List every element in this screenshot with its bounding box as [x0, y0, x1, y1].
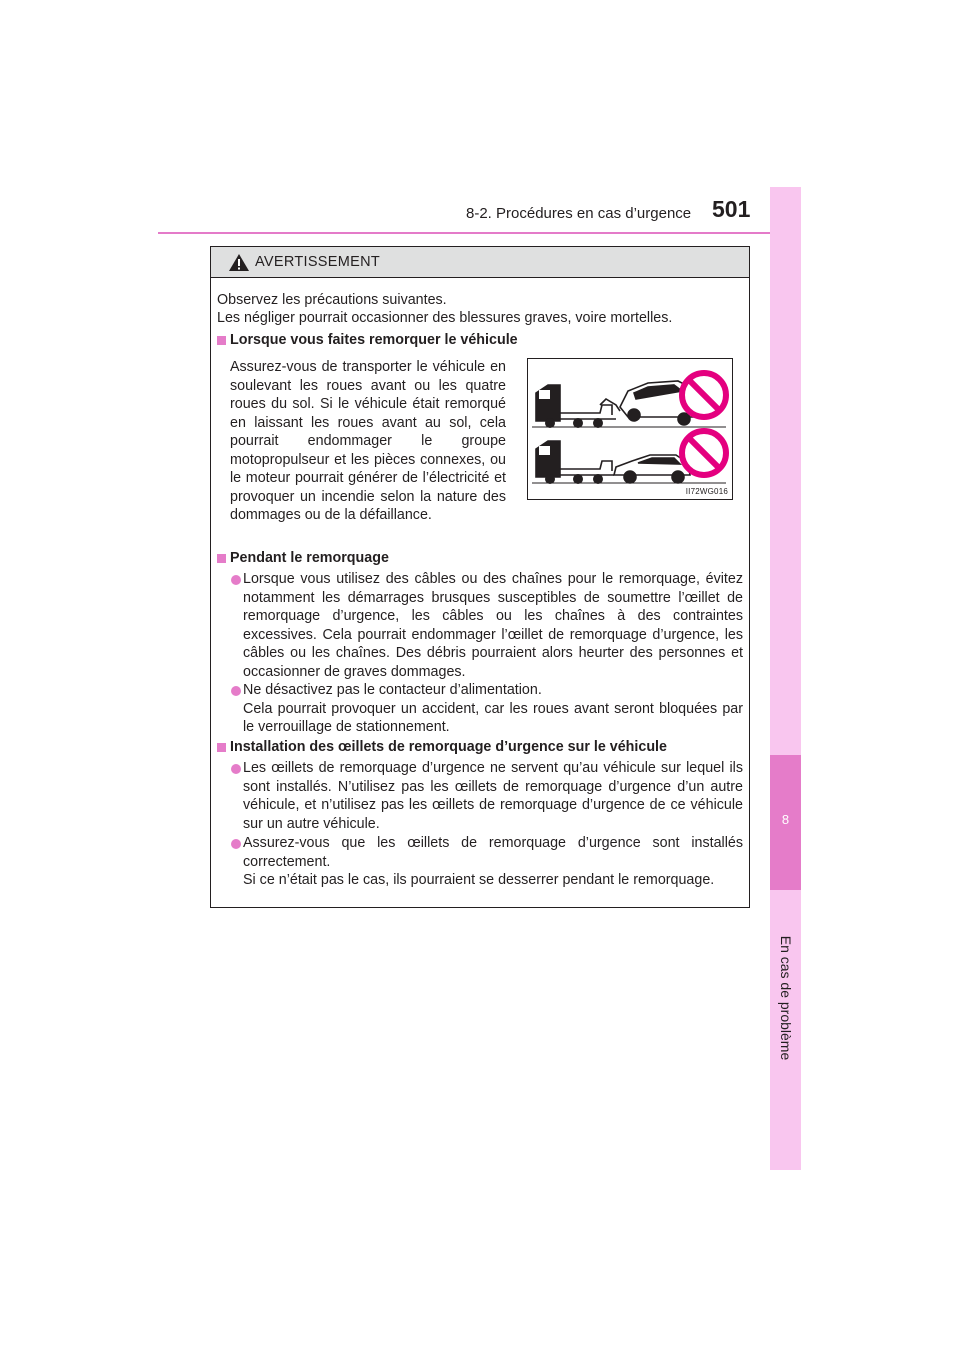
bullet-dot: [231, 575, 241, 585]
figure-code: II72WG016: [685, 487, 728, 496]
running-header-section: 8-2. Procédures en cas d’urgence: [466, 205, 692, 222]
section-marker: [217, 743, 226, 752]
chapter-label: En cas de problème: [777, 935, 794, 1060]
chapter-number: 8: [781, 812, 790, 827]
section-marker: [217, 554, 226, 563]
section-heading-during-towing: Pendant le remorquage: [230, 550, 389, 566]
bullet-cables-chains: Lorsque vous utilisez des câbles ou des chaînes pour le remorquage, évitez notamment les démarrages brusques susceptibles de soumettre l’œillet de remorquage d’urgence, les câbles ou les chaînes à des contraintes excessives. Cela pourrait endommager l’œillet de remorquage d’urgence, les câbles ou les chaînes. Des débris pourraient alors heurter des personnes et occasionner de graves dommages.: [243, 571, 743, 680]
prohibited-icon: [682, 431, 726, 475]
warning-title: AVERTISSEMENT: [255, 254, 381, 270]
bullet-dot: [231, 686, 241, 696]
bullet-eyelets-installed: Assurez-vous que les œillets de remorquage d’urgence sont installés correctement. Si ce n’était pas le cas, ils pourraient se desserrer pendant le remorquage.: [243, 835, 743, 888]
prohibited-icon: [682, 373, 726, 417]
page-number: 501: [712, 196, 751, 222]
section-marker: [217, 336, 226, 345]
warning-triangle-icon: [228, 253, 250, 272]
section-body-towing: Assurez-vous de transporter le véhicule en soulevant les roues avant ou les quatre roues du sol. Si le véhicule était remorqué en laissant les roues avant au sol, cela pourrait endommager le groupe motopropulseur et les pièces connexes, ou le moteur pourrait générer de l’électricité et provoquer un incendie selon la nature des dommages ou de la défaillance.: [230, 359, 506, 523]
warning-intro-line-1: Observez les précautions suivantes.: [217, 292, 447, 308]
towing-illustration-drawing: [528, 359, 732, 499]
towed-car-bottom: [614, 455, 690, 483]
section-heading-towing: Lorsque vous faites remorquer le véhicule: [230, 332, 518, 348]
section-heading-eyelets: Installation des œillets de remorquage d’urgence sur le véhicule: [230, 739, 667, 755]
bullet-eyelets-own-vehicle: Les œillets de remorquage d’urgence ne servent qu’au véhicule sur lequel ils sont installés. N’utilisez pas les œillets de remorquage d’urgence d’un autre véhicule, et n’utilisez pas les œillets de remorquage d’urgence de ce véhicule sur un autre véhicule.: [243, 760, 743, 832]
towing-illustration: [527, 358, 733, 500]
warning-intro-line-2: Les négliger pourrait occasionner des blessures graves, voire mortelles.: [217, 310, 673, 326]
bullet-dot: [231, 764, 241, 774]
warning-header: [211, 247, 749, 278]
bullet-power-switch: Ne désactivez pas le contacteur d’alimentation. Cela pourrait provoquer un accident, car les roues avant seront bloquées par le verrouillage de stationnement.: [243, 682, 743, 735]
tow-truck-top: [536, 385, 620, 421]
tow-truck-bottom: [536, 441, 614, 477]
bullet-dot: [231, 839, 241, 849]
chapter-label-wrap: [770, 890, 801, 1105]
header-rule: [158, 232, 800, 234]
warning-box: [210, 246, 750, 908]
